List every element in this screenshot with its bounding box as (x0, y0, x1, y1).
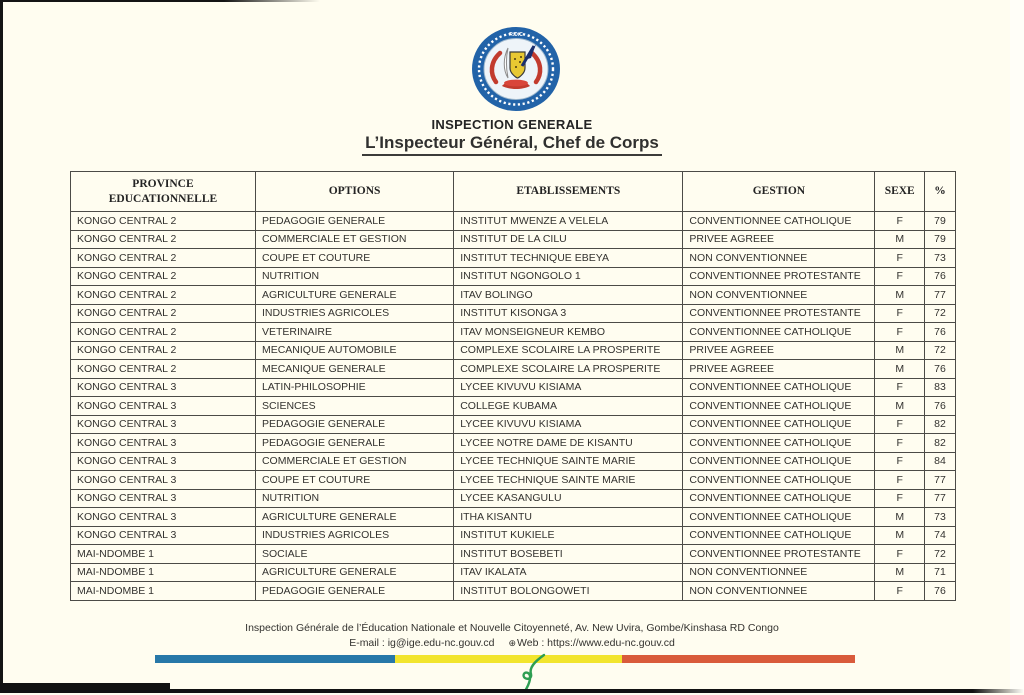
table-cell: 71 (924, 563, 955, 582)
column-header-sexe: SEXE (875, 172, 925, 212)
table-cell: LYCEE KIVUVU KISIAMA (454, 415, 683, 434)
table-cell: PRIVEE AGREEE (683, 230, 875, 249)
table-cell: KONGO CENTRAL 3 (71, 526, 256, 545)
table-cell: F (875, 212, 925, 231)
table-cell: F (875, 378, 925, 397)
table-cell: KONGO CENTRAL 3 (71, 508, 256, 527)
table-cell: PEDAGOGIE GENERALE (255, 212, 453, 231)
table-cell: 82 (924, 434, 955, 453)
table-cell: CONVENTIONNEE CATHOLIQUE (683, 397, 875, 416)
table-cell: KONGO CENTRAL 2 (71, 267, 256, 286)
table-row (71, 489, 956, 508)
column-header-etablissements: ETABLISSEMENTS (454, 172, 683, 212)
table-row (71, 452, 956, 471)
table-cell: F (875, 582, 925, 601)
table-cell: F (875, 249, 925, 268)
table-cell: F (875, 545, 925, 564)
table-cell: 82 (924, 415, 955, 434)
table-cell: 73 (924, 249, 955, 268)
table-cell: 79 (924, 230, 955, 249)
table-cell: KONGO CENTRAL 2 (71, 323, 256, 342)
table-cell: 72 (924, 341, 955, 360)
footer-contacts (0, 637, 1024, 649)
table-cell: COUPE ET COUTURE (255, 471, 453, 490)
seal-ring-text: R.D.C (509, 32, 523, 38)
table-cell: LYCEE KASANGULU (454, 489, 683, 508)
table-cell: 77 (924, 286, 955, 305)
results-table-container (70, 171, 956, 601)
table-cell: CONVENTIONNEE CATHOLIQUE (683, 378, 875, 397)
table-cell: MECANIQUE GENERALE (255, 360, 453, 379)
table-cell: F (875, 452, 925, 471)
table-cell: PEDAGOGIE GENERALE (255, 434, 453, 453)
table-cell: NON CONVENTIONNEE (683, 563, 875, 582)
table-cell: INSTITUT MWENZE A VELELA (454, 212, 683, 231)
table-cell: INDUSTRIES AGRICOLES (255, 304, 453, 323)
table-row (71, 582, 956, 601)
table-cell: KONGO CENTRAL 3 (71, 434, 256, 453)
table-cell: MAI-NDOMBE 1 (71, 563, 256, 582)
table-row (71, 508, 956, 527)
table-cell: F (875, 415, 925, 434)
table-cell: F (875, 323, 925, 342)
table-cell: NON CONVENTIONNEE (683, 286, 875, 305)
table-cell: CONVENTIONNEE CATHOLIQUE (683, 526, 875, 545)
table-cell: KONGO CENTRAL 3 (71, 378, 256, 397)
table-cell: 76 (924, 582, 955, 601)
table-cell: CONVENTIONNEE CATHOLIQUE (683, 471, 875, 490)
table-cell: M (875, 341, 925, 360)
table-cell: PRIVEE AGREEE (683, 341, 875, 360)
table-cell: M (875, 508, 925, 527)
table-cell: F (875, 267, 925, 286)
table-cell: PEDAGOGIE GENERALE (255, 415, 453, 434)
table-cell: KONGO CENTRAL 3 (71, 452, 256, 471)
scan-edge-top (0, 0, 320, 2)
table-cell: 73 (924, 508, 955, 527)
table-cell: PRIVEE AGREEE (683, 360, 875, 379)
table-row (71, 286, 956, 305)
table-row (71, 341, 956, 360)
table-cell: 77 (924, 471, 955, 490)
table-row (71, 471, 956, 490)
results-table (70, 171, 956, 601)
table-cell: M (875, 360, 925, 379)
table-cell: KONGO CENTRAL 2 (71, 230, 256, 249)
table-cell: M (875, 563, 925, 582)
table-row (71, 249, 956, 268)
table-cell: CONVENTIONNEE CATHOLIQUE (683, 452, 875, 471)
table-cell: CONVENTIONNEE CATHOLIQUE (683, 323, 875, 342)
table-cell: ITAV MONSEIGNEUR KEMBO (454, 323, 683, 342)
table-cell: 84 (924, 452, 955, 471)
table-cell: MECANIQUE AUTOMOBILE (255, 341, 453, 360)
scan-edge-right (1010, 0, 1024, 693)
ministry-seal-icon (470, 26, 562, 113)
table-cell: CONVENTIONNEE CATHOLIQUE (683, 489, 875, 508)
table-cell: INSTITUT TECHNIQUE EBEYA (454, 249, 683, 268)
table-cell: 76 (924, 360, 955, 379)
table-cell: INSTITUT BOSEBETI (454, 545, 683, 564)
table-cell: LYCEE TECHNIQUE SAINTE MARIE (454, 452, 683, 471)
table-cell: CONVENTIONNEE CATHOLIQUE (683, 212, 875, 231)
table-cell: KONGO CENTRAL 2 (71, 341, 256, 360)
table-cell: KONGO CENTRAL 2 (71, 304, 256, 323)
table-cell: LYCEE NOTRE DAME DE KISANTU (454, 434, 683, 453)
page-subtitle-row (0, 133, 1024, 156)
table-cell: MAI-NDOMBE 1 (71, 545, 256, 564)
table-cell: INDUSTRIES AGRICOLES (255, 526, 453, 545)
table-cell: 77 (924, 489, 955, 508)
table-cell: NON CONVENTIONNEE (683, 582, 875, 601)
table-cell: AGRICULTURE GENERALE (255, 563, 453, 582)
table-cell: KONGO CENTRAL 3 (71, 415, 256, 434)
table-cell: CONVENTIONNEE CATHOLIQUE (683, 415, 875, 434)
table-cell: 76 (924, 397, 955, 416)
table-cell: LYCEE TECHNIQUE SAINTE MARIE (454, 471, 683, 490)
footer-address: Inspection Générale de l’Éducation Nationale et Nouvelle Citoyenneté, Av. New Uvira, Gombe/Kinshasa RD Congo (245, 622, 779, 634)
table-cell: KONGO CENTRAL 2 (71, 360, 256, 379)
table-row (71, 397, 956, 416)
table-row (71, 378, 956, 397)
tricolor-bar (155, 655, 855, 663)
table-row (71, 545, 956, 564)
table-cell: NON CONVENTIONNEE (683, 249, 875, 268)
scan-edge-left (0, 0, 3, 693)
table-cell: ITAV IKALATA (454, 563, 683, 582)
column-header-province: PROVINCE EDUCATIONNELLE (71, 172, 256, 212)
table-cell: CONVENTIONNEE CATHOLIQUE (683, 508, 875, 527)
table-cell: COMMERCIALE ET GESTION (255, 230, 453, 249)
table-cell: F (875, 304, 925, 323)
table-cell: INSTITUT KISONGA 3 (454, 304, 683, 323)
table-cell: M (875, 286, 925, 305)
scan-edge-bottom (0, 689, 1024, 693)
table-cell: KONGO CENTRAL 3 (71, 471, 256, 490)
table-row (71, 360, 956, 379)
table-cell: NUTRITION (255, 267, 453, 286)
bar-segment-yellow (395, 655, 622, 663)
table-cell: SCIENCES (255, 397, 453, 416)
table-cell: INSTITUT BOLONGOWETI (454, 582, 683, 601)
table-cell: LATIN-PHILOSOPHIE (255, 378, 453, 397)
table-row (71, 563, 956, 582)
table-cell: 83 (924, 378, 955, 397)
table-cell: KONGO CENTRAL 3 (71, 489, 256, 508)
table-cell: F (875, 489, 925, 508)
table-cell: SOCIALE (255, 545, 453, 564)
table-row (71, 267, 956, 286)
bar-segment-red (622, 655, 855, 663)
table-row (71, 415, 956, 434)
table-cell: ITAV BOLINGO (454, 286, 683, 305)
table-cell: KONGO CENTRAL 2 (71, 212, 256, 231)
table-cell: ITHA KISANTU (454, 508, 683, 527)
table-cell: CONVENTIONNEE PROTESTANTE (683, 267, 875, 286)
table-cell: COMMERCIALE ET GESTION (255, 452, 453, 471)
table-cell: F (875, 471, 925, 490)
table-row (71, 434, 956, 453)
table-cell: COMPLEXE SCOLAIRE LA PROSPERITE (454, 341, 683, 360)
table-cell: COMPLEXE SCOLAIRE LA PROSPERITE (454, 360, 683, 379)
table-cell: COUPE ET COUTURE (255, 249, 453, 268)
table-cell: AGRICULTURE GENERALE (255, 508, 453, 527)
page-subtitle: L’Inspecteur Général, Chef de Corps (362, 133, 662, 156)
table-cell: 72 (924, 545, 955, 564)
table-cell: F (875, 434, 925, 453)
table-cell: PEDAGOGIE GENERALE (255, 582, 453, 601)
table-row (71, 230, 956, 249)
footer-email: E-mail : ig@ige.edu-nc.gouv.cd (349, 637, 495, 649)
table-cell: VETERINAIRE (255, 323, 453, 342)
table-cell: CONVENTIONNEE CATHOLIQUE (683, 434, 875, 453)
table-cell: M (875, 397, 925, 416)
table-row (71, 526, 956, 545)
table-cell: KONGO CENTRAL 2 (71, 249, 256, 268)
column-header-percent: % (924, 172, 955, 212)
table-cell: KONGO CENTRAL 3 (71, 397, 256, 416)
globe-icon: ⊕ (508, 638, 517, 648)
table-cell: M (875, 230, 925, 249)
table-cell: CONVENTIONNEE PROTESTANTE (683, 545, 875, 564)
table-header-row (71, 172, 956, 212)
table-cell: M (875, 526, 925, 545)
table-cell: INSTITUT KUKIELE (454, 526, 683, 545)
table-row (71, 212, 956, 231)
table-row (71, 323, 956, 342)
table-cell: 79 (924, 212, 955, 231)
table-cell: LYCEE KIVUVU KISIAMA (454, 378, 683, 397)
page-title: INSPECTION GENERALE (431, 117, 593, 132)
table-cell: INSTITUT DE LA CILU (454, 230, 683, 249)
column-header-gestion: GESTION (683, 172, 875, 212)
table-cell: 72 (924, 304, 955, 323)
table-cell: AGRICULTURE GENERALE (255, 286, 453, 305)
table-row (71, 304, 956, 323)
footer-web: Web : https://www.edu-nc.gouv.cd (517, 637, 675, 649)
table-cell: MAI-NDOMBE 1 (71, 582, 256, 601)
table-cell: 76 (924, 267, 955, 286)
table-cell: KONGO CENTRAL 2 (71, 286, 256, 305)
bar-segment-blue (155, 655, 395, 663)
table-cell: 76 (924, 323, 955, 342)
table-cell: 74 (924, 526, 955, 545)
table-cell: COLLEGE KUBAMA (454, 397, 683, 416)
table-cell: NUTRITION (255, 489, 453, 508)
column-header-options: OPTIONS (255, 172, 453, 212)
table-cell: CONVENTIONNEE PROTESTANTE (683, 304, 875, 323)
table-cell: INSTITUT NGONGOLO 1 (454, 267, 683, 286)
